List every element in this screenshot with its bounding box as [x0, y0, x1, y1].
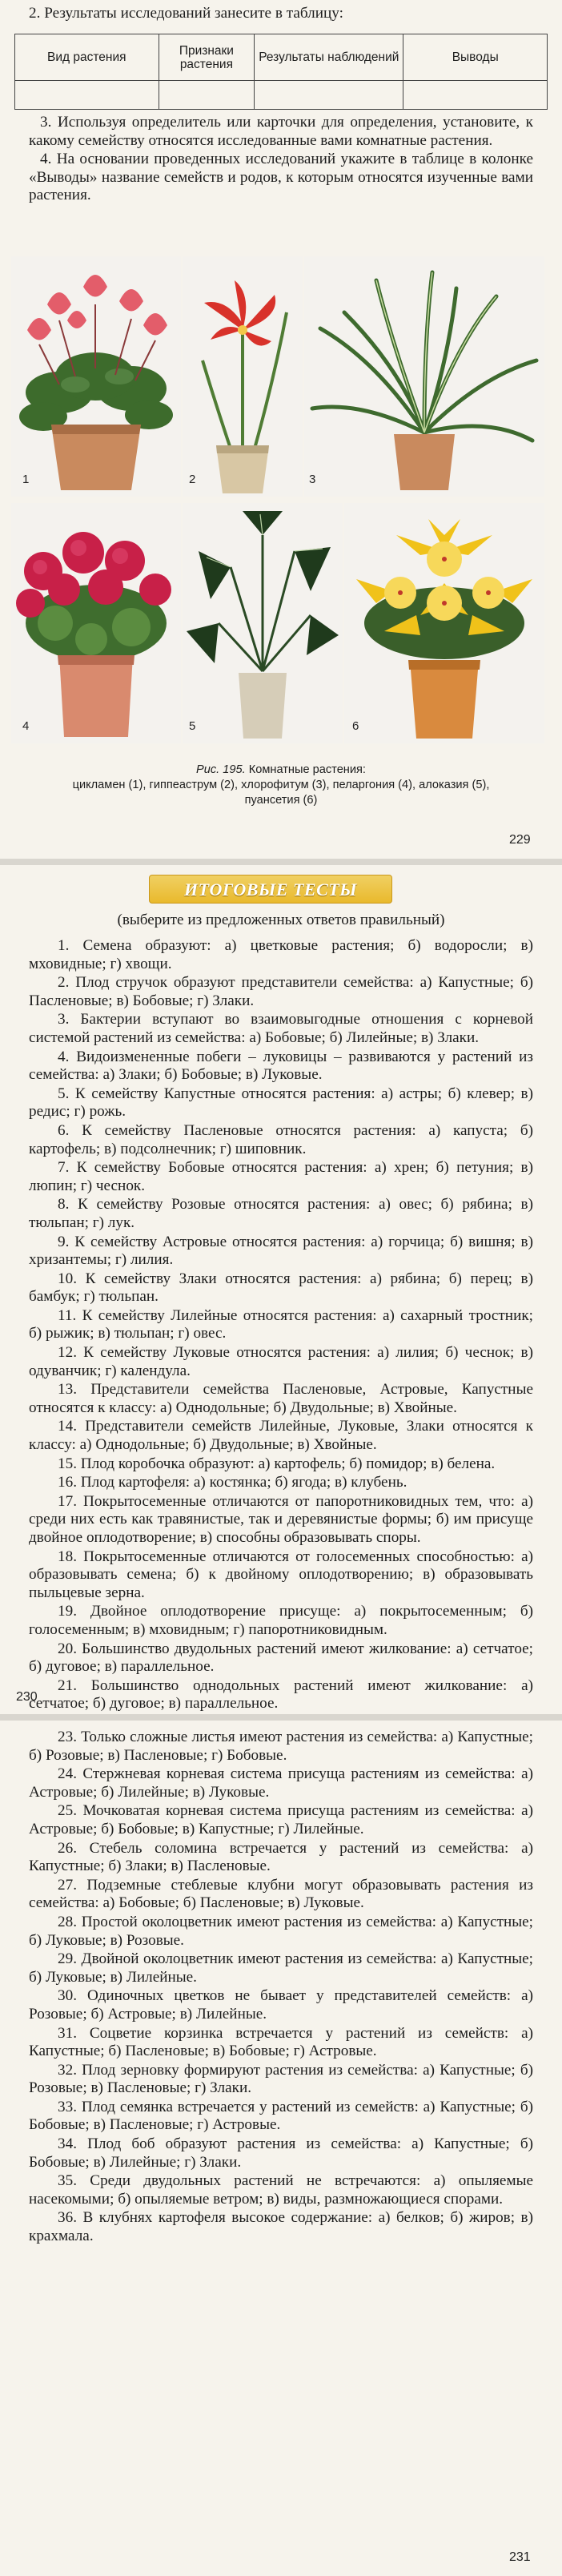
question-item: 8. К семейству Розовые относятся растения: а) овес; б) рябина; в) тюльпан; г) лук.: [29, 1196, 533, 1231]
page-230: [0, 865, 562, 1714]
tasks-block: [29, 114, 533, 206]
question-item: 15. Плод коробочка образуют: а) картофель; б) помидор; в) белена.: [58, 1455, 496, 1472]
task-4-text: 4. На основании проведенных исследований укажите в таблице в колонке «Выводы» название семейств и родов, к которым относятся изученные вами растения.: [29, 151, 533, 204]
photo-alocasia: [183, 503, 343, 743]
question-item: 35. Среди двудольных растений не встречаются: а) опыляемые насекомыми; б) опыляемые ветром; в) виды, размножающиеся спорами.: [29, 2172, 533, 2208]
final-tests-banner: ИТОГОВЫЕ ТЕСТЫ: [149, 875, 392, 904]
question-item: 19. Двойное оплодотворение присуще: а) покрытосеменным; б) голосеменным; в) мховидным; г) папоротниковидным.: [29, 1603, 533, 1638]
photo-cyclamen: [11, 256, 181, 497]
question-item: 4. Видоизмененные побеги – луковицы – развиваются у растений из семейства: а) Злаки; б) Бобовые; в) Луковые.: [29, 1048, 533, 1084]
question-item: 25. Мочковатая корневая система присуща растениям из семейства: а) Астровые; б) Бобовые; в) Капустные; г) Лилейные.: [29, 1802, 533, 1837]
caption-line-3: пуансетия (6): [244, 794, 318, 807]
question-item: 12. К семейству Луковые относятся растения: а) лилия; б) чеснок; в) одуванчик; г) календула.: [29, 1344, 533, 1379]
questions-list: [29, 1729, 533, 2247]
table-cell: [255, 81, 403, 110]
column-header-features: Признаки растения: [159, 34, 255, 81]
photo-label-3: 3: [309, 473, 316, 486]
task-3-text: 3. Используя определитель или карточки для определения, установите, к какому семейству относятся исследованные вами комнатные растения.: [29, 114, 533, 149]
photo-poinsettia: [344, 503, 544, 743]
photo-pelargonium: [11, 503, 181, 743]
question-item: 29. Двойной околоцветник имеют растения из семейства: а) Капустные; б) Луковые; в) Лилейные.: [29, 1950, 533, 1986]
column-header-observations: Результаты наблюдений: [255, 34, 403, 81]
column-header-species: Вид растения: [15, 34, 159, 81]
question-item: 20. Большинство двудольных растений имеют жилкование: а) сетчатое; б) дуговое; в) параллельное.: [29, 1640, 533, 1676]
question-item: 24. Стержневая корневая система присуща растениям из семейства: а) Астровые; б) Лилейные; в) Луковые.: [29, 1765, 533, 1801]
question-item: 21. Большинство однодольных растений имеют жилкование: а) сетчатое; б) дуговое; в) параллельное.: [29, 1676, 533, 1713]
photo-label-1: 1: [22, 473, 30, 486]
question-item: 34. Плод боб образуют растения из семейства: а) Капустные; б) Бобовые; в) Лилейные; г) Злаки.: [29, 2135, 533, 2171]
question-item: 14. Представители семейств Лилейные, Луковые, Злаки относятся к классу: а) Однодольные; б) Двудольные; в) Хвойные.: [29, 1418, 533, 1454]
results-table-header-row: [15, 34, 548, 81]
question-item: 31. Соцветие корзинка встречается у растений из семейств: а) Капустные; б) Пасленовые; в) Бобовые; г) Астровые.: [29, 2024, 533, 2060]
photo-label-4: 4: [22, 719, 30, 733]
photo-hippeastrum: [183, 256, 303, 497]
photo-label-5: 5: [189, 719, 196, 733]
question-item: 36. В клубнях картофеля высокое содержание: а) белков; б) жиров; в) крахмала.: [29, 2209, 533, 2245]
question-item: 30. Одиночных цветков не бывает у представителей семейств: а) Розовые; б) Астровые; в) Лилейные.: [29, 1987, 533, 2023]
question-item: 7. К семейству Бобовые относятся растения: а) хрен; б) петуния; в) люпин; г) чеснок.: [29, 1159, 533, 1194]
question-item: 18. Покрытосеменные отличаются от голосеменных способностью: а) образовывать семена; б) к двойному оплодотворению; в) образовывать пыльцевые зерна.: [29, 1548, 533, 1601]
questions-list: [29, 937, 533, 1714]
caption-line-1: Комнатные растения:: [248, 763, 366, 776]
task-2-text: 2. Результаты исследований занесите в таблицу:: [29, 5, 343, 22]
question-item: 32. Плод зерновку формируют растения из семейства: а) Капустные; б) Розовые; в) Пасленовые; г) Злаки.: [29, 2061, 533, 2097]
table-cell: [403, 81, 548, 110]
question-item: 16. Плод картофеля: а) костянка; б) ягода; в) клубень.: [58, 1474, 407, 1491]
table-cell: [15, 81, 159, 110]
question-item: 10. К семейству Злаки относятся растения: а) рябина; б) перец; в) бамбук; г) тюльпан.: [29, 1270, 533, 1306]
question-item: 27. Подземные стеблевые клубни могут образовывать растения из семейства: а) Бобовые; б) Пасленовые; в) Луковые.: [29, 1876, 533, 1912]
table-cell: [159, 81, 255, 110]
question-item: 9. К семейству Астровые относятся растения: а) горчица; б) вишня; в) хризантемы; г) лилия.: [29, 1233, 533, 1269]
question-item: 17. Покрытосеменные отличаются от папоротниковидных тем, что: а) среди них есть как травянистые, так и деревянистые формы; б) им присуще двойное оплодотворение; в) способны образовывать споры.: [29, 1492, 533, 1546]
photo-chlorophytum: [304, 256, 544, 497]
results-table-empty-row: [15, 81, 548, 110]
photo-label-6: 6: [352, 719, 359, 733]
question-item: 3. Бактерии вступают во взаимовыгодные отношения с корневой системой растений из семейства: а) Бобовые; б) Лилейные; в) Злаки.: [29, 1011, 533, 1046]
column-header-conclusions: Выводы: [403, 34, 548, 81]
question-item: 11. К семейству Лилейные относятся растения: а) сахарный тростник; б) рыжик; в) тюльпан; г) овес.: [29, 1306, 533, 1342]
caption-title: Рис. 195.: [196, 763, 246, 776]
page-number: 231: [509, 2550, 531, 2564]
page-number: 230: [16, 1690, 38, 1704]
question-item: 6. К семейству Пасленовые относятся растения: а) капуста; б) картофель; в) подсолнечник; г) шиповник.: [29, 1121, 533, 1157]
question-item: 26. Стебель соломина встречается у растений из семейства: а) Капустные; б) Злаки; в) Пасленовые.: [29, 1839, 533, 1875]
photo-label-2: 2: [189, 473, 196, 486]
question-item: 28. Простой околоцветник имеют растения из семейства: а) Капустные; б) Луковые; в) Розовые.: [29, 1913, 533, 1949]
question-item: 5. К семейству Капустные относятся растения: а) астры; б) клевер; в) редис; г) рожь.: [29, 1085, 533, 1121]
page-231: [0, 1721, 562, 2576]
tests-instruction: (выберите из предложенных ответов правильный): [117, 912, 445, 928]
question-item: 13. Представители семейства Пасленовые, Астровые, Капустные относятся к классу: а) Однодольные; б) Двудольные; в) Хвойные.: [29, 1381, 533, 1416]
question-item: 2. Плод стручок образуют представители семейства: а) Капустные; б) Пасленовые; в) Бобовые; г) Злаки.: [29, 974, 533, 1009]
figure-caption: [11, 763, 551, 808]
caption-line-2: цикламен (1), гиппеаструм (2), хлорофитум (3), пеларгония (4), алоказия (5),: [72, 779, 490, 791]
page-229: [0, 0, 562, 859]
question-item: 23. Только сложные листья имеют растения из семейства: а) Капустные; б) Розовые; в) Пасленовые; г) Бобовые.: [29, 1729, 533, 1764]
page-number: 229: [509, 833, 531, 847]
question-item: 33. Плод семянка встречается у растений из семейств: а) Капустные; б) Бобовые; в) Пасленовые; г) Астровые.: [29, 2098, 533, 2134]
question-item: 1. Семена образуют: а) цветковые растения; б) водоросли; в) мховидные; г) хвощи.: [29, 937, 533, 972]
results-table: [14, 34, 548, 110]
